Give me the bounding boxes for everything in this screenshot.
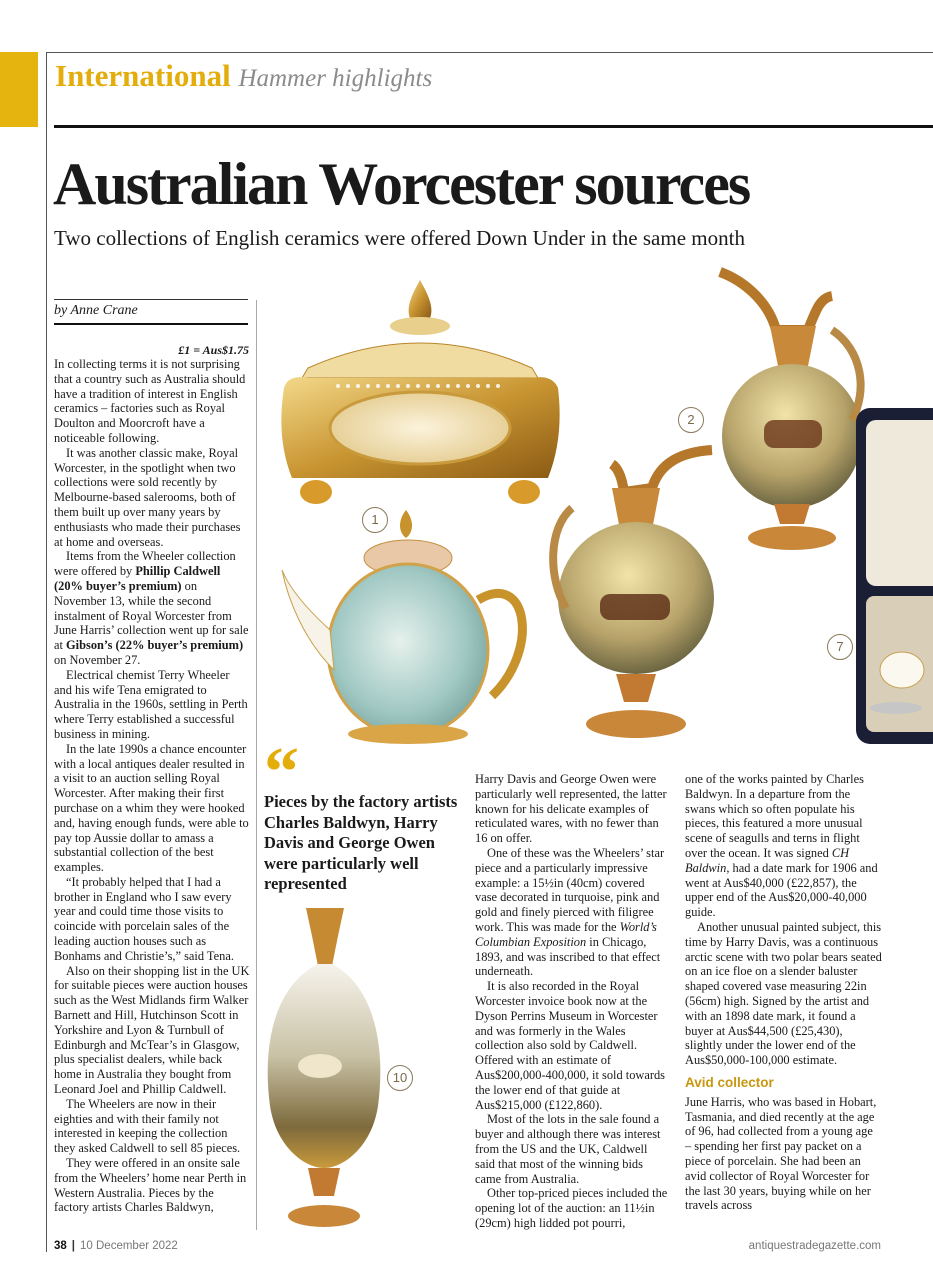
paragraph: In collecting terms it is not surprising that a country such as Australia should have a tradition of interest in English ceramics – factories such as Royal Doulton and Moorcroft have a noticeable following.: [54, 357, 246, 445]
paragraph: They were offered in an onsite sale from the Wheelers’ home near Perth in Western Australia. Pieces by the factory artists Charles Baldwyn,: [54, 1156, 247, 1215]
article-column-3: [475, 772, 669, 1231]
reticulated-teapot-image: [278, 510, 536, 750]
column-rule: [256, 300, 257, 1230]
lot-number-badge: 10: [387, 1065, 413, 1091]
reticulated-casket-image: [268, 278, 568, 510]
paragraph: Most of the lots in the sale found a buyer and although there was interest from the US and the UK, Caldwell said that most of the winning bids came from Australia.: [475, 1112, 661, 1186]
left-border: [46, 52, 47, 1252]
paragraph: one of the works painted by Charles Baldwyn. In a departure from the swans which so often populate his pieces, this featured a more unusual scene of seagulls and terns in flight over the ocean. It was signed CH Baldwin, had a date mark for 1906 and went at Aus$40,000 (£22,857), the upper end of the Aus$20,000-40,000 guide.: [685, 772, 878, 920]
exposition-name: World’s Columbian Exposition: [475, 919, 657, 949]
standfirst: Two collections of English ceramics were offered Down Under in the same month: [54, 226, 745, 250]
painted-vase-sheep-image: [264, 906, 384, 1230]
byline: by Anne Crane: [54, 303, 138, 318]
paragraph: Other top-priced pieces included the opening lot of the auction: an 11½in (29cm) high lidded pot pourri,: [475, 1186, 668, 1230]
cased-coffee-set-image: [856, 408, 933, 744]
exchange-rate: £1 = Aus$1.75: [178, 343, 249, 357]
paragraph: One of these was the Wheelers’ star piece and a particularly impressive example: a 15½in (40cm) covered vase decorated in turquoise, pink and gold and finely pierced with filigree work. This was made for the World’s Columbian Exposition in Chicago, 1893, and was inscribed to that effect underneath.: [475, 845, 665, 979]
lot-number-badge: 2: [678, 407, 704, 433]
pull-quote: Pieces by the factory artists Charles Baldwyn, Harry Davis and George Owen were particularly well represented: [264, 792, 458, 893]
paragraph: Another unusual painted subject, this time by Harry Davis, was a continuous arctic scene with two polar bears seated on an ice floe on a slender baluster shaped covered vase measuring 22in (56cm) high. Signed by the artist and with an 1898 date mark, it found a buyer at Aus$44,500 (£25,430), slightly under the lower end of the Aus$50,000-100,000 estimate.: [685, 919, 882, 1068]
article-column-4: [685, 772, 882, 1213]
section-header: [55, 58, 432, 94]
section-color-tab: [0, 52, 38, 127]
quote-mark-icon: “: [264, 734, 299, 811]
paragraph: Electrical chemist Terry Wheeler and his wife Tena emigrated to Australia in the 1960s, settling in Perth where Terry established a successful business in mining.: [54, 667, 248, 741]
footer-website: antiquestradegazette.com: [748, 1240, 881, 1252]
byline-rule-bottom: [54, 323, 248, 325]
article-column-1: [54, 357, 250, 1215]
auction-house: Gibson’s (22% buyer’s premium): [66, 638, 244, 653]
paragraph: “It probably helped that I had a brother in England who I saw every year and could time those visits to coincide with porcelain sales of the leading auction houses such as Bonhams and Christie’s,” said Tena.: [54, 874, 234, 963]
footer-separator: |: [71, 1240, 76, 1252]
paragraph: Harry Davis and George Owen were particularly well represented, the latter known for his delicate examples of reticulated wares, with no fewer than 16 on offer.: [475, 772, 667, 846]
subheading: Avid collector: [685, 1074, 774, 1090]
header-rule: [54, 125, 933, 128]
top-border: [46, 52, 933, 53]
lot-number-badge: 1: [362, 507, 388, 533]
lot-number-badge: 7: [827, 634, 853, 660]
painted-ewer-highland-cattle-image: [552, 448, 722, 746]
signature-text: CH Baldwin: [685, 845, 850, 875]
painted-ewer-image: [712, 270, 872, 556]
page-number: 38: [54, 1240, 67, 1252]
paragraph: Also on their shopping list in the UK for suitable pieces were auction houses such as the West Midlands firm Walker Barnett and Hill, Hutchinson Scott in Yorkshire and Lyon & Turnbull of Edinburgh and McTear’s in Glasgow, plus specialist dealers, while back home in Australia they bought from Leonard Joel and Phillip Caldwell.: [54, 963, 250, 1097]
footer-page-info: [54, 1240, 178, 1252]
paragraph: In the late 1990s a chance encounter with a local antiques dealer resulted in a visit to an auction selling Royal Worcester. After making their first purchase on a whim they were hooked and, having enough funds, were able to pay top Aussie dollar to amass a substantial collection of the best examples.: [54, 741, 249, 875]
paragraph: The Wheelers are now in their eighties and with their family not interested in keeping the collection they asked Caldwell to sell 85 pieces.: [54, 1096, 241, 1156]
paragraph: It was another classic make, Royal Worcester, in the spotlight when two collections were sold recently by Melbourne-based salerooms, both of them built up over many years by enthusiasts who made their purchases at home and overseas.: [54, 445, 241, 549]
issue-date: 10 December 2022: [80, 1240, 178, 1252]
auction-house: Phillip Caldwell (20% buyer’s premium): [54, 564, 221, 593]
paragraph: June Harris, who was based in Hobart, Tasmania, and died recently at the age of 96, had collected from a young age – spending her first pay packet on a piece of porcelain. She had been an avid collector of Royal Worcester for the last 30 years, buying while on her travels across: [685, 1094, 877, 1213]
headline: Australian Worcester sources: [53, 151, 750, 217]
paragraph: It is also recorded in the Royal Worcester invoice book now at the Dyson Perrins Museum in Worcester and was formerly in the Wales collection also sold by Caldwell. Offered with an estimate of Aus$200,000-400,000, it sold towards the lower end of that guide at Aus$215,000 (£122,860).: [475, 979, 665, 1112]
section-label: International: [55, 58, 231, 93]
paragraph-wheeler: Items from the Wheeler collection were offered by Phillip Caldwell (20% buyer’s premium) on November 13, while the second instalment of Royal Worcester from June Harris’ collection went up for sale at Gibson’s (22% buyer’s premium) on November 27.: [54, 549, 249, 667]
subsection-label: Hammer highlights: [238, 65, 433, 92]
byline-rule-top: [54, 299, 248, 300]
